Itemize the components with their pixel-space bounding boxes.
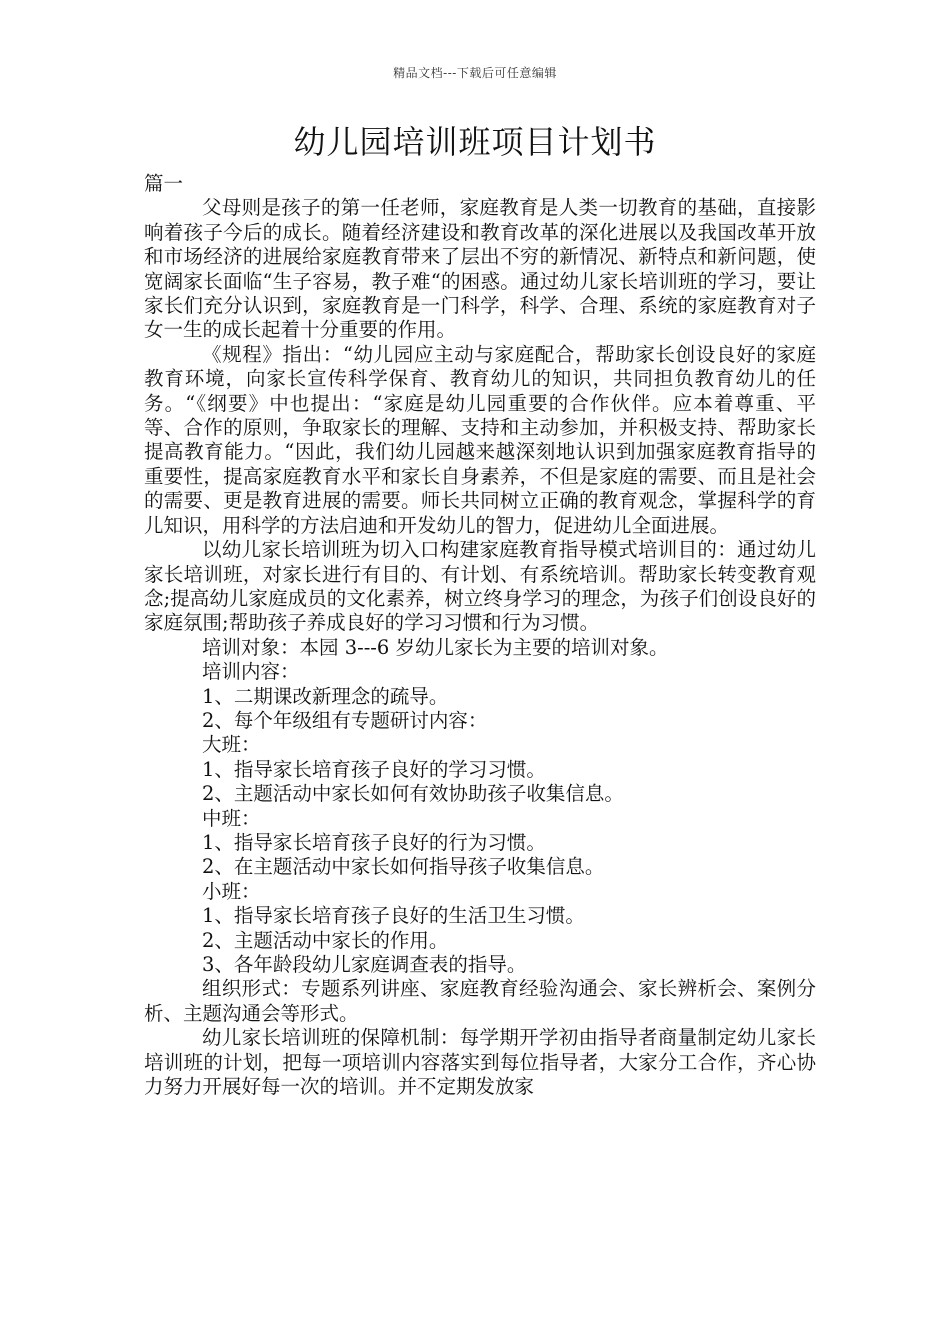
list-item: 1、二期课改新理念的疏导。 [202, 684, 449, 708]
paragraph-training-purpose: 以幼儿家长培训班为切入口构建家庭教育指导模式培训目的：通过幼儿家长培训班，对家长进行有目的、有计划、有系统培训。帮助家长转变教育观念;提高幼儿家庭成员的文化素养，树立终身学习的理念，为孩子们创设良好的家庭氛围;帮助孩子养成良好的学习习惯和行为习惯。 [144, 538, 816, 635]
paragraph-guarantee-mechanism: 幼儿家长培训班的保障机制：每学期开学初由指导者商量制定幼儿家长培训班的计划，把每一项培训内容落实到每位指导者，大家分工合作，齐心协力努力开展好每一次的培训。并不定期发放家 [144, 1026, 816, 1099]
training-content-heading: 培训内容： [202, 660, 300, 684]
list-item: 3、各年龄段幼儿家庭调查表的指导。 [202, 953, 527, 976]
list-item: 1、指导家长培育孩子良好的生活卫生习惯。 [202, 904, 585, 928]
list-item: 2、每个年级组有专题研讨内容： [202, 708, 488, 732]
document-title: 幼儿园培训班项目计划书 [293, 123, 657, 161]
section-label: 篇一 [144, 172, 184, 195]
document-body [144, 172, 816, 1099]
header-note: 精品文档---下载后可任意编辑 [393, 66, 557, 80]
list-item: 2、在主题活动中家长如何指导孩子收集信息。 [202, 855, 605, 879]
list-item: 2、主题活动中家长的作用。 [202, 928, 449, 952]
paragraph-intro: 父母则是孩子的第一任老师，家庭教育是人类一切教育的基础，直接影响着孩子今后的成长。随着经济建设和教育改革的深化进展以及我国改革开放和市场经济的进展给家庭教育带来了层出不穷的新情况、新特点和新问题，使宽阔家长面临“生子容易，教子难“的困惑。通过幼儿家长培训班的学习，要让家长们充分认识到，家庭教育是一门科学，科学、合理、系统的家庭教育对子女一生的成长起着十分重要的作用。 [144, 196, 816, 342]
class-heading-middle: 中班： [202, 806, 261, 830]
paragraph-organization-form: 组织形式：专题系列讲座、家庭教育经验沟通会、家长辨析会、案例分析、主题沟通会等形式。 [144, 977, 816, 1025]
class-heading-senior: 大班： [202, 733, 261, 757]
training-target-line: 培训对象：本园 3---6 岁幼儿家长为主要的培训对象。 [202, 635, 669, 659]
list-item: 1、指导家长培育孩子良好的行为习惯。 [202, 830, 546, 854]
list-item: 1、指导家长培育孩子良好的学习习惯。 [202, 757, 546, 781]
list-item: 2、主题活动中家长如何有效协助孩子收集信息。 [202, 782, 624, 806]
class-heading-junior: 小班： [202, 879, 261, 903]
paragraph-regulations: 《规程》指出：“幼儿园应主动与家庭配合，帮助家长创设良好的家庭教育环境，向家长宣传科学保育、教育幼儿的知识，共同担负教育幼儿的任务。“《纲要》中也提出：“家庭是幼儿园重要的合作伙伴。应本着尊重、平等、合作的原则，争取家长的理解、支持和主动参加，并积极支持、帮助家长提高教育能力。“因此，我们幼儿园越来越深刻地认识到加强家庭教育指导的重要性，提高家庭教育水平和家长自身素养，不但是家庭的需要、而且是社会的需要、更是教育进展的需要。师长共同树立正确的教育观念，掌握科学的育儿知识，用科学的方法启迪和开发幼儿的智力，促进幼儿全面进展。 [144, 342, 816, 537]
